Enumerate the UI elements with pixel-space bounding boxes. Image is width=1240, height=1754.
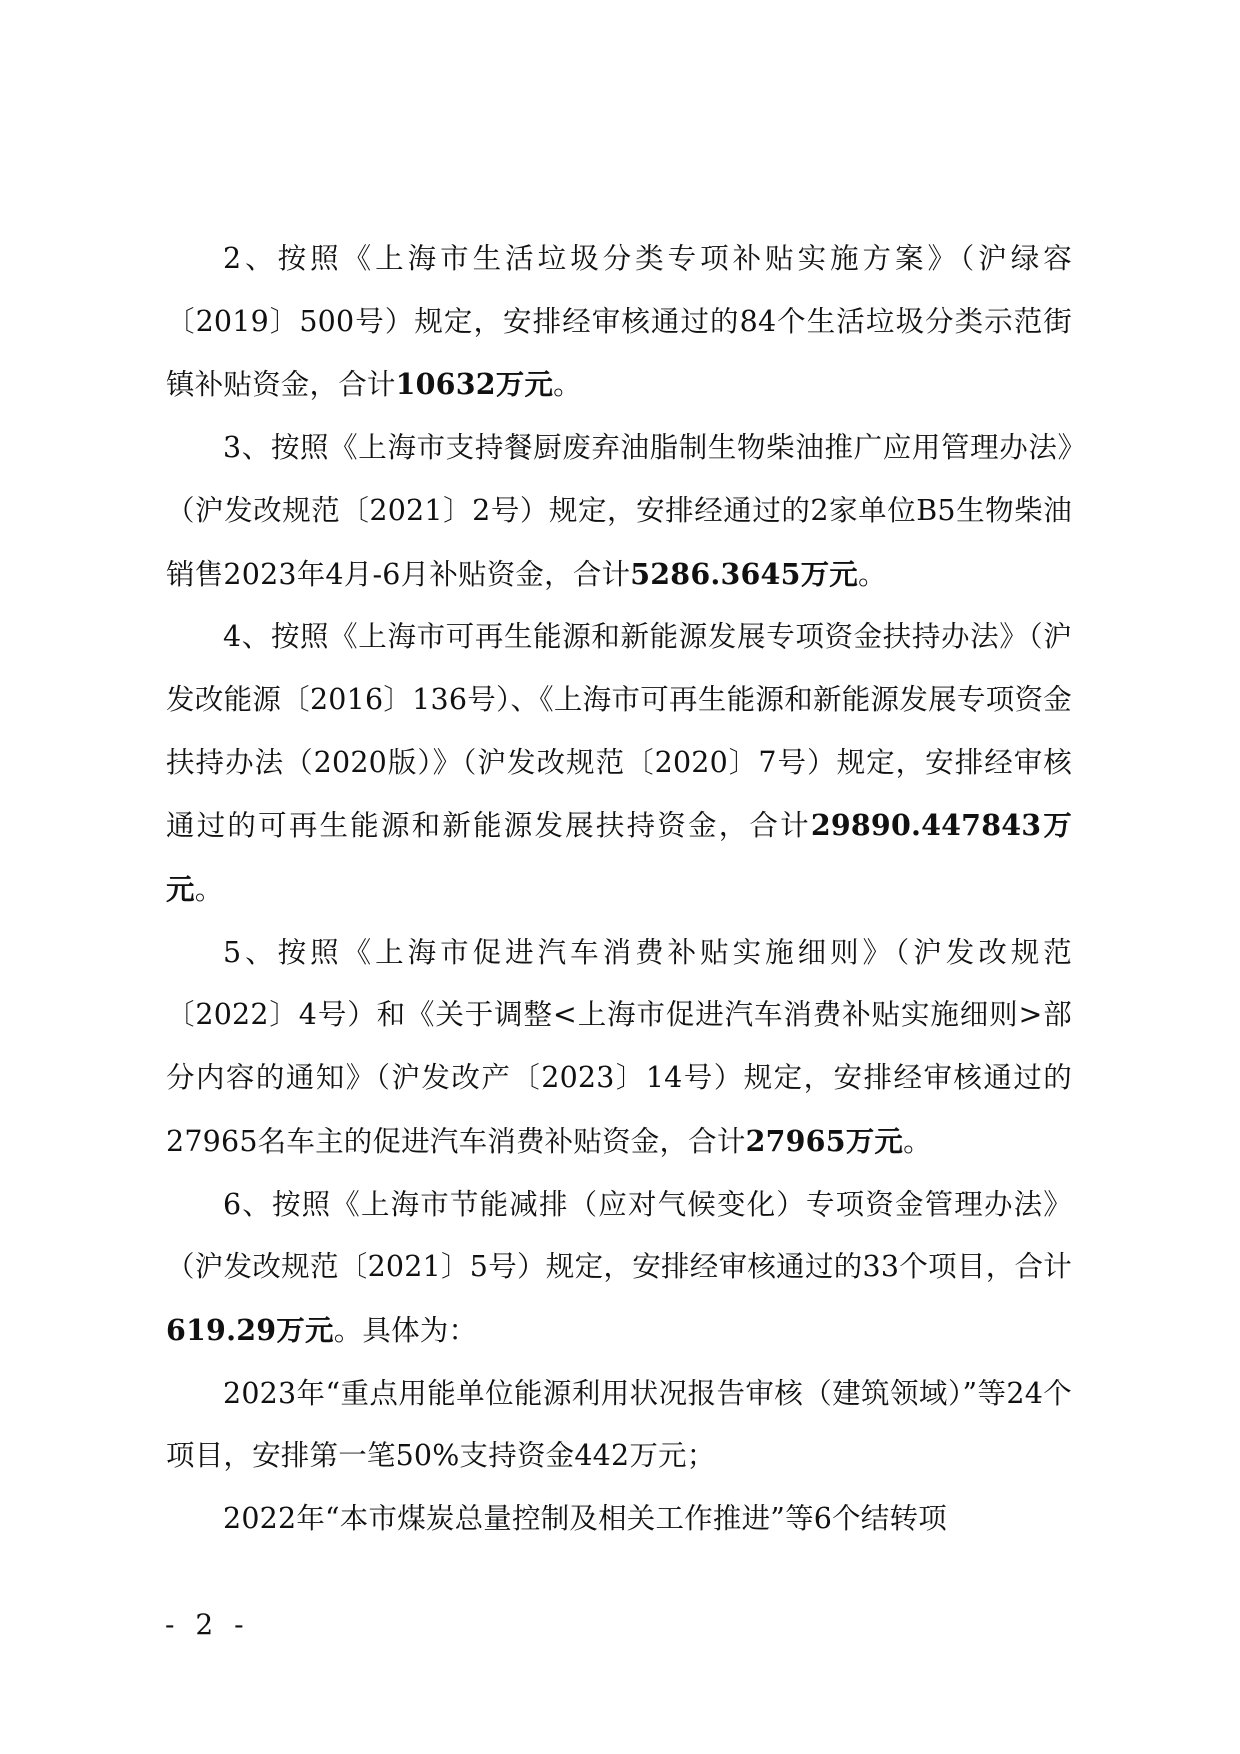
paragraph-text: 。: [858, 557, 887, 591]
paragraph-text: 。: [553, 368, 582, 402]
paragraph-2: [166, 228, 1072, 417]
page-number: - 2 -: [165, 1608, 250, 1641]
paragraph-text: 2、按照《上海市生活垃圾分类专项补贴实施方案》（沪绿容〔2019〕500号）规定，安排经审核通过的84个生活垃圾分类示范街镇补贴资金，合计: [166, 242, 1072, 402]
paragraph-2023-items: [166, 1363, 1072, 1488]
paragraph-text: 。具体为：: [333, 1313, 478, 1347]
paragraph-6: [166, 1174, 1072, 1363]
paragraph-2022-items: [166, 1488, 1072, 1551]
paragraph-text: 2023年“重点用能单位能源利用状况报告审核（建筑领域）”等24个项目，安排第一笔50%支持资金442万元；: [166, 1376, 1072, 1473]
paragraph-5: [166, 922, 1072, 1174]
amount-bold: 619.29万元: [166, 1312, 334, 1347]
paragraph-text: 。: [903, 1124, 932, 1158]
amount-bold: 5286.3645万元: [630, 556, 858, 591]
paragraph-4: [166, 606, 1072, 922]
paragraph-text: 6、按照《上海市节能减排（应对气候变化）专项资金管理办法》（沪发改规范〔2021〕5号）规定，安排经审核通过的33个项目，合计: [166, 1187, 1072, 1284]
amount-bold: 27965万元: [745, 1123, 904, 1158]
paragraph-text: 。: [194, 873, 224, 907]
paragraph-text: 5、按照《上海市促进汽车消费补贴实施细则》（沪发改规范〔2022〕4号）和《关于调整<上海市促进汽车消费补贴实施细则>部分内容的通知》（沪发改产〔2023〕14号）规定，安排经审核通过的27965名车主的促进汽车消费补贴资金，合计: [166, 935, 1072, 1158]
paragraph-text: 2022年“本市煤炭总量控制及相关工作推进”等6个结转项: [223, 1502, 947, 1536]
amount-bold: 10632万元: [395, 367, 554, 402]
amount-bold: 29890.447843万元: [166, 808, 1073, 907]
document-body: [166, 228, 1072, 1551]
paragraph-text: 3、按照《上海市支持餐厨废弃油脂制生物柴油推广应用管理办法》（沪发改规范〔2021〕2号）规定，安排经通过的2家单位B5生物柴油销售2023年4月-6月补贴资金，合计: [166, 431, 1072, 591]
paragraph-text: 4、按照《上海市可再生能源和新能源发展专项资金扶持办法》（沪发改能源〔2016〕136号）、《上海市可再生能源和新能源发展专项资金扶持办法（2020版）》（沪发改规范〔2020〕7号）规定，安排经审核通过的可再生能源和新能源发展扶持资金，合计: [166, 620, 1072, 843]
paragraph-3: [166, 417, 1072, 606]
